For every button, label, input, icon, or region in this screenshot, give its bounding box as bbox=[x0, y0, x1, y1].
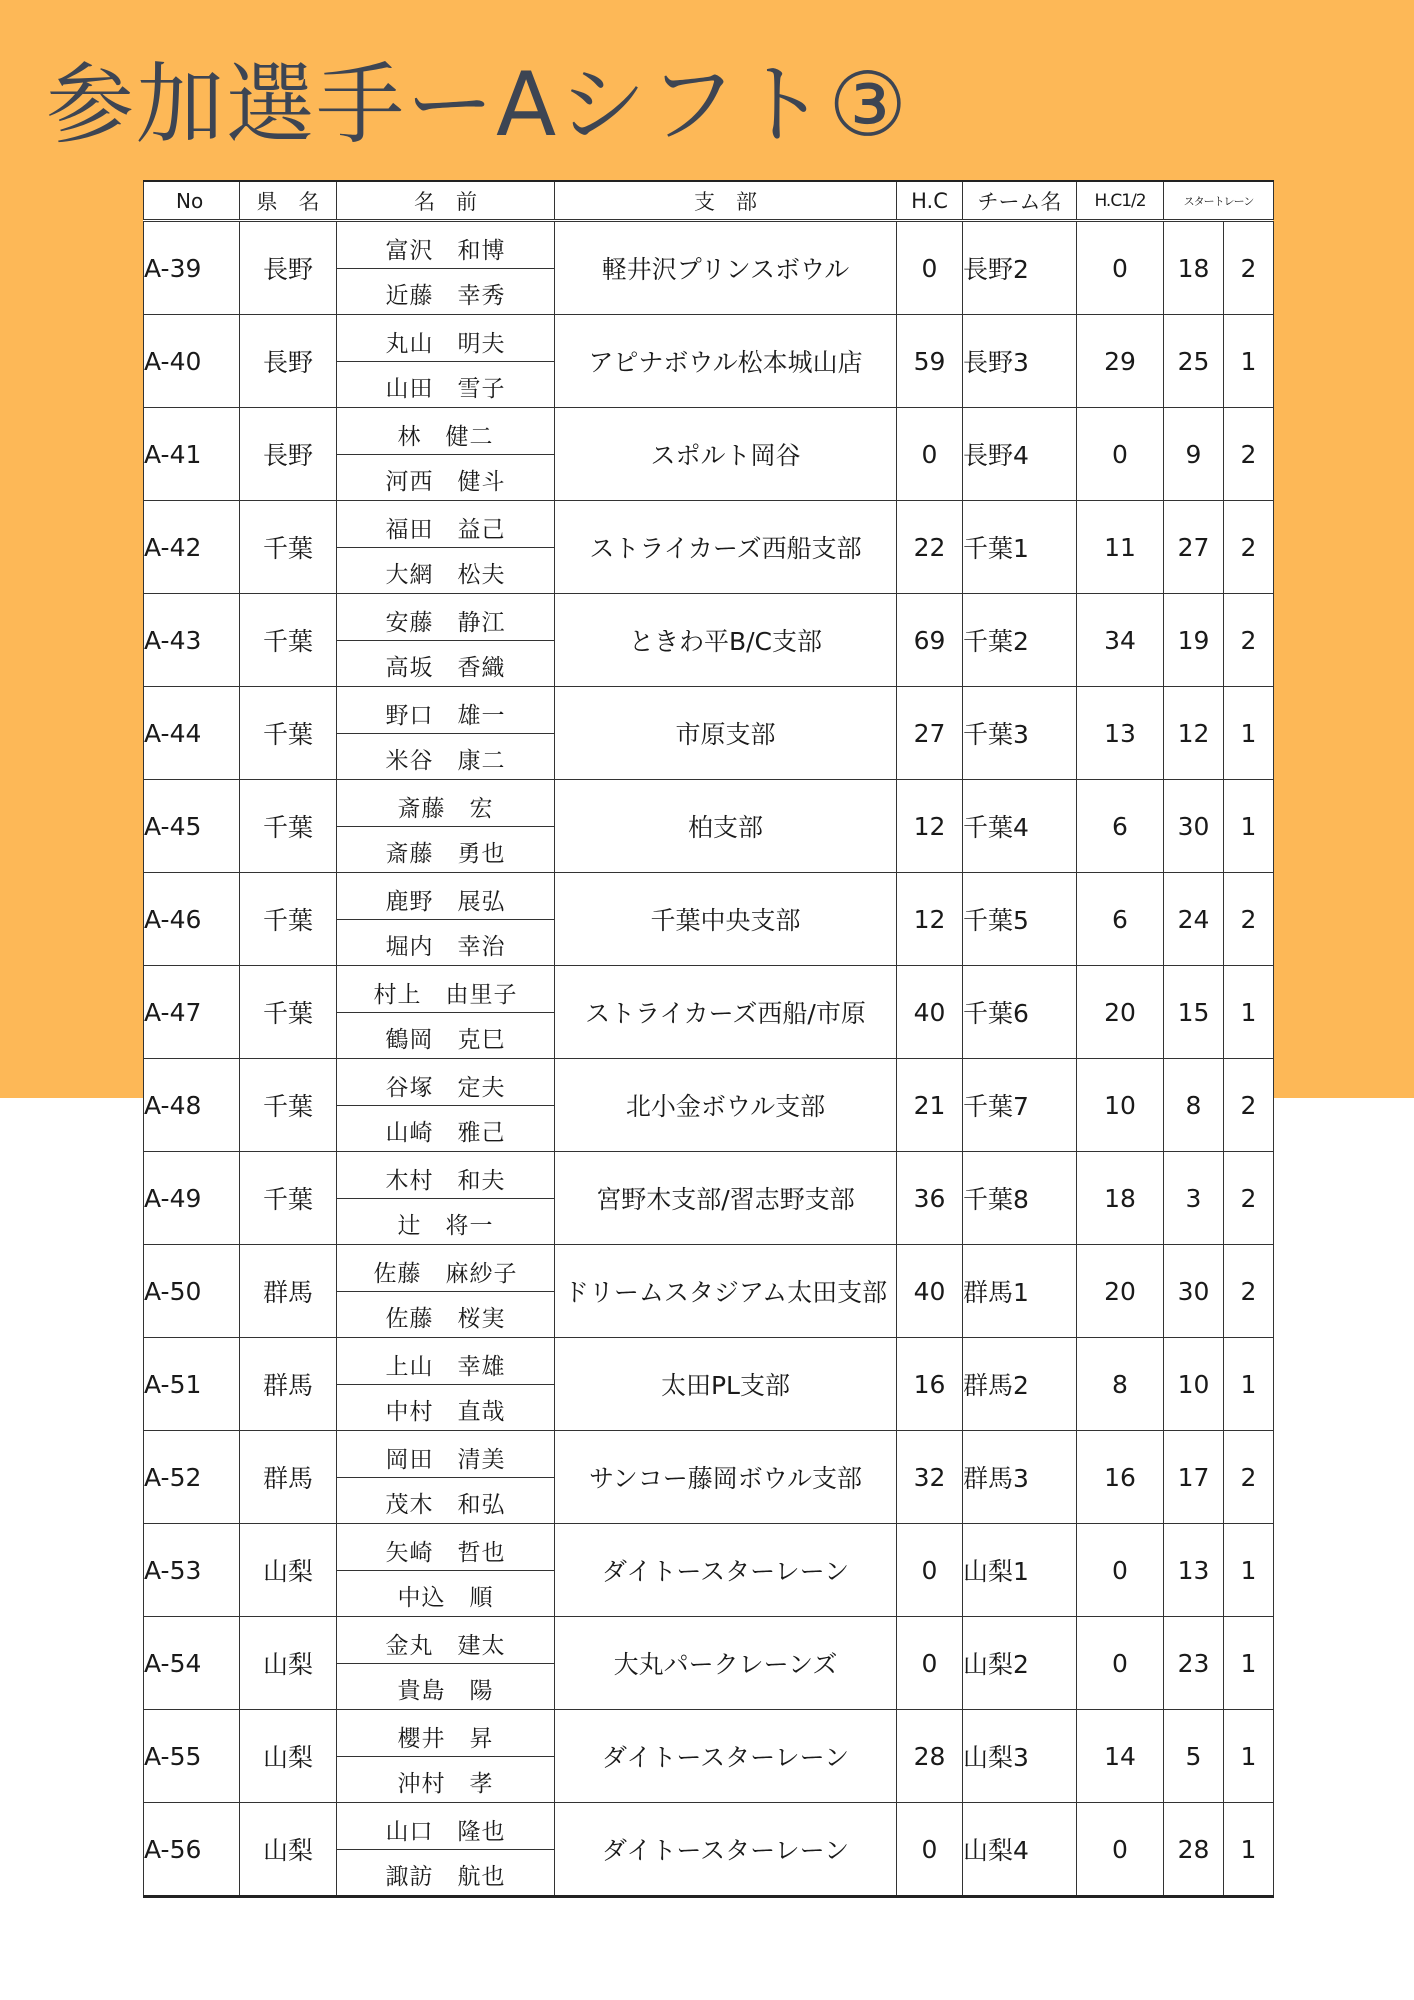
start-lane: 30 bbox=[1164, 1245, 1224, 1338]
handicap: 40 bbox=[897, 1245, 963, 1338]
prefecture: 千葉 bbox=[240, 594, 337, 687]
start-lane: 17 bbox=[1164, 1431, 1224, 1524]
name-divider bbox=[337, 361, 554, 362]
entry-number: A-39 bbox=[144, 221, 240, 315]
player-1-name: 鹿野 展弘 bbox=[385, 889, 506, 915]
table-row bbox=[144, 966, 1274, 1059]
player-names bbox=[337, 1803, 555, 1897]
handicap: 0 bbox=[897, 1524, 963, 1617]
entry-number: A-42 bbox=[144, 501, 240, 594]
team-name: 千葉3 bbox=[963, 687, 1077, 780]
prefecture: 群馬 bbox=[240, 1431, 337, 1524]
player-names bbox=[337, 1059, 555, 1152]
player-names bbox=[337, 687, 555, 780]
player-1-name: 福田 益己 bbox=[385, 517, 506, 543]
prefecture: 千葉 bbox=[240, 966, 337, 1059]
entry-number: A-45 bbox=[144, 780, 240, 873]
handicap: 12 bbox=[897, 780, 963, 873]
team-name: 群馬1 bbox=[963, 1245, 1077, 1338]
branch: ストライカーズ西船支部 bbox=[555, 501, 897, 594]
player-names bbox=[337, 1710, 555, 1803]
player-names bbox=[337, 1431, 555, 1524]
start-lane-slot: 2 bbox=[1224, 873, 1274, 966]
header-hc-half: H.C1/2 bbox=[1077, 181, 1164, 221]
entry-number: A-53 bbox=[144, 1524, 240, 1617]
name-divider bbox=[337, 268, 554, 269]
handicap-half: 20 bbox=[1077, 966, 1164, 1059]
table-row bbox=[144, 1617, 1274, 1710]
entry-number: A-47 bbox=[144, 966, 240, 1059]
player-names bbox=[337, 1524, 555, 1617]
handicap-half: 16 bbox=[1077, 1431, 1164, 1524]
start-lane-slot: 2 bbox=[1224, 408, 1274, 501]
team-name: 山梨4 bbox=[963, 1803, 1077, 1897]
player-names bbox=[337, 315, 555, 408]
player-1-name: 丸山 明夫 bbox=[385, 331, 506, 357]
prefecture: 山梨 bbox=[240, 1524, 337, 1617]
name-divider bbox=[337, 1849, 554, 1850]
start-lane: 27 bbox=[1164, 501, 1224, 594]
header-hc: H.C bbox=[897, 181, 963, 221]
entry-number: A-51 bbox=[144, 1338, 240, 1431]
handicap: 40 bbox=[897, 966, 963, 1059]
handicap-half: 11 bbox=[1077, 501, 1164, 594]
prefecture: 千葉 bbox=[240, 1152, 337, 1245]
table-row bbox=[144, 221, 1274, 315]
name-divider bbox=[337, 919, 554, 920]
table-row bbox=[144, 1152, 1274, 1245]
team-name: 山梨3 bbox=[963, 1710, 1077, 1803]
player-1-name: 山口 隆也 bbox=[385, 1819, 506, 1845]
header-row bbox=[144, 181, 1274, 221]
start-lane-slot: 1 bbox=[1224, 1617, 1274, 1710]
start-lane: 18 bbox=[1164, 221, 1224, 315]
prefecture: 群馬 bbox=[240, 1338, 337, 1431]
player-names bbox=[337, 873, 555, 966]
table-row bbox=[144, 687, 1274, 780]
player-names bbox=[337, 408, 555, 501]
entry-number: A-54 bbox=[144, 1617, 240, 1710]
entry-number: A-50 bbox=[144, 1245, 240, 1338]
handicap: 28 bbox=[897, 1710, 963, 1803]
player-2-name: 茂木 和弘 bbox=[385, 1492, 506, 1518]
handicap-half: 0 bbox=[1077, 1617, 1164, 1710]
player-1-name: 岡田 清美 bbox=[385, 1447, 506, 1473]
team-name: 千葉6 bbox=[963, 966, 1077, 1059]
name-divider bbox=[337, 547, 554, 548]
handicap-half: 18 bbox=[1077, 1152, 1164, 1245]
player-2-name: 堀内 幸治 bbox=[385, 934, 506, 960]
handicap: 59 bbox=[897, 315, 963, 408]
entry-number: A-49 bbox=[144, 1152, 240, 1245]
handicap: 0 bbox=[897, 221, 963, 315]
start-lane: 25 bbox=[1164, 315, 1224, 408]
header-prefecture: 県 名 bbox=[240, 181, 337, 221]
team-name: 千葉5 bbox=[963, 873, 1077, 966]
player-2-name: 山崎 雅己 bbox=[385, 1120, 506, 1146]
start-lane: 24 bbox=[1164, 873, 1224, 966]
name-divider bbox=[337, 1570, 554, 1571]
prefecture: 山梨 bbox=[240, 1710, 337, 1803]
player-2-name: 河西 健斗 bbox=[385, 469, 506, 495]
start-lane-slot: 1 bbox=[1224, 1710, 1274, 1803]
header-start-lane: スタートレーン bbox=[1164, 181, 1274, 221]
handicap-half: 20 bbox=[1077, 1245, 1164, 1338]
start-lane-slot: 2 bbox=[1224, 501, 1274, 594]
name-divider bbox=[337, 1291, 554, 1292]
start-lane: 12 bbox=[1164, 687, 1224, 780]
team-name: 長野4 bbox=[963, 408, 1077, 501]
prefecture: 千葉 bbox=[240, 687, 337, 780]
team-name: 山梨1 bbox=[963, 1524, 1077, 1617]
name-divider bbox=[337, 1384, 554, 1385]
player-1-name: 谷塚 定夫 bbox=[385, 1075, 506, 1101]
table-row bbox=[144, 1338, 1274, 1431]
branch: サンコー藤岡ボウル支部 bbox=[555, 1431, 897, 1524]
handicap-half: 6 bbox=[1077, 873, 1164, 966]
player-names bbox=[337, 1152, 555, 1245]
start-lane: 5 bbox=[1164, 1710, 1224, 1803]
team-name: 群馬2 bbox=[963, 1338, 1077, 1431]
start-lane-slot: 2 bbox=[1224, 221, 1274, 315]
branch: 太田PL支部 bbox=[555, 1338, 897, 1431]
player-1-name: 櫻井 昇 bbox=[397, 1726, 494, 1752]
team-name: 千葉1 bbox=[963, 501, 1077, 594]
table-row bbox=[144, 873, 1274, 966]
start-lane-slot: 1 bbox=[1224, 315, 1274, 408]
table-row bbox=[144, 315, 1274, 408]
start-lane-slot: 2 bbox=[1224, 1245, 1274, 1338]
player-2-name: 山田 雪子 bbox=[385, 376, 506, 402]
entry-number: A-44 bbox=[144, 687, 240, 780]
entry-number: A-56 bbox=[144, 1803, 240, 1897]
player-names bbox=[337, 594, 555, 687]
branch: 北小金ボウル支部 bbox=[555, 1059, 897, 1152]
handicap: 69 bbox=[897, 594, 963, 687]
name-divider bbox=[337, 640, 554, 641]
handicap-half: 13 bbox=[1077, 687, 1164, 780]
table-row bbox=[144, 1710, 1274, 1803]
start-lane-slot: 1 bbox=[1224, 966, 1274, 1059]
branch: ドリームスタジアム太田支部 bbox=[555, 1245, 897, 1338]
prefecture: 千葉 bbox=[240, 873, 337, 966]
player-2-name: 佐藤 桜実 bbox=[385, 1306, 506, 1332]
player-1-name: 木村 和夫 bbox=[385, 1168, 506, 1194]
branch: アピナボウル松本城山店 bbox=[555, 315, 897, 408]
start-lane: 30 bbox=[1164, 780, 1224, 873]
name-divider bbox=[337, 1756, 554, 1757]
start-lane-slot: 1 bbox=[1224, 1338, 1274, 1431]
branch: 宮野木支部/習志野支部 bbox=[555, 1152, 897, 1245]
branch: 千葉中央支部 bbox=[555, 873, 897, 966]
name-divider bbox=[337, 1105, 554, 1106]
player-1-name: 富沢 和博 bbox=[385, 238, 506, 264]
branch: ストライカーズ西船/市原 bbox=[555, 966, 897, 1059]
table-body bbox=[144, 221, 1274, 1897]
name-divider bbox=[337, 733, 554, 734]
start-lane: 28 bbox=[1164, 1803, 1224, 1897]
branch: 柏支部 bbox=[555, 780, 897, 873]
roster-sheet bbox=[143, 180, 1273, 1898]
handicap: 36 bbox=[897, 1152, 963, 1245]
handicap: 21 bbox=[897, 1059, 963, 1152]
prefecture: 群馬 bbox=[240, 1245, 337, 1338]
team-name: 長野3 bbox=[963, 315, 1077, 408]
handicap: 0 bbox=[897, 1617, 963, 1710]
prefecture: 千葉 bbox=[240, 501, 337, 594]
branch: ダイトースターレーン bbox=[555, 1710, 897, 1803]
table-row bbox=[144, 780, 1274, 873]
entry-number: A-40 bbox=[144, 315, 240, 408]
table-row bbox=[144, 1059, 1274, 1152]
header-team: チーム名 bbox=[963, 181, 1077, 221]
branch: ときわ平B/C支部 bbox=[555, 594, 897, 687]
participants-table bbox=[143, 180, 1274, 1898]
header-names: 名 前 bbox=[337, 181, 555, 221]
prefecture: 長野 bbox=[240, 221, 337, 315]
page-title: 参加選手ーAシフト③ bbox=[46, 53, 910, 156]
table-row bbox=[144, 1245, 1274, 1338]
table-row bbox=[144, 408, 1274, 501]
handicap-half: 10 bbox=[1077, 1059, 1164, 1152]
table-row bbox=[144, 1803, 1274, 1897]
entry-number: A-41 bbox=[144, 408, 240, 501]
player-1-name: 安藤 静江 bbox=[385, 610, 506, 636]
player-1-name: 村上 由里子 bbox=[373, 982, 518, 1008]
player-2-name: 辻 将一 bbox=[397, 1213, 494, 1239]
player-2-name: 沖村 孝 bbox=[397, 1771, 494, 1797]
start-lane: 10 bbox=[1164, 1338, 1224, 1431]
player-2-name: 諏訪 航也 bbox=[385, 1864, 506, 1890]
team-name: 群馬3 bbox=[963, 1431, 1077, 1524]
player-1-name: 上山 幸雄 bbox=[385, 1354, 506, 1380]
start-lane-slot: 2 bbox=[1224, 1152, 1274, 1245]
handicap: 0 bbox=[897, 1803, 963, 1897]
table-row bbox=[144, 1431, 1274, 1524]
handicap-half: 0 bbox=[1077, 1803, 1164, 1897]
handicap-half: 29 bbox=[1077, 315, 1164, 408]
start-lane: 8 bbox=[1164, 1059, 1224, 1152]
handicap: 12 bbox=[897, 873, 963, 966]
start-lane-slot: 2 bbox=[1224, 594, 1274, 687]
team-name: 千葉2 bbox=[963, 594, 1077, 687]
handicap-half: 0 bbox=[1077, 408, 1164, 501]
handicap-half: 0 bbox=[1077, 221, 1164, 315]
header-no: No bbox=[144, 181, 240, 221]
team-name: 千葉7 bbox=[963, 1059, 1077, 1152]
branch: 軽井沢プリンスボウル bbox=[555, 221, 897, 315]
start-lane-slot: 1 bbox=[1224, 780, 1274, 873]
prefecture: 山梨 bbox=[240, 1617, 337, 1710]
player-1-name: 金丸 建太 bbox=[385, 1633, 506, 1659]
start-lane: 9 bbox=[1164, 408, 1224, 501]
player-names bbox=[337, 966, 555, 1059]
prefecture: 長野 bbox=[240, 315, 337, 408]
table-row bbox=[144, 501, 1274, 594]
table-row bbox=[144, 594, 1274, 687]
name-divider bbox=[337, 454, 554, 455]
start-lane: 3 bbox=[1164, 1152, 1224, 1245]
player-2-name: 鶴岡 克巳 bbox=[385, 1027, 506, 1053]
player-2-name: 中込 順 bbox=[397, 1585, 494, 1611]
branch: 市原支部 bbox=[555, 687, 897, 780]
handicap-half: 14 bbox=[1077, 1710, 1164, 1803]
name-divider bbox=[337, 1012, 554, 1013]
name-divider bbox=[337, 1477, 554, 1478]
branch: スポルト岡谷 bbox=[555, 408, 897, 501]
handicap-half: 0 bbox=[1077, 1524, 1164, 1617]
team-name: 千葉4 bbox=[963, 780, 1077, 873]
handicap-half: 6 bbox=[1077, 780, 1164, 873]
entry-number: A-48 bbox=[144, 1059, 240, 1152]
handicap: 22 bbox=[897, 501, 963, 594]
entry-number: A-46 bbox=[144, 873, 240, 966]
entry-number: A-52 bbox=[144, 1431, 240, 1524]
entry-number: A-43 bbox=[144, 594, 240, 687]
player-names bbox=[337, 501, 555, 594]
player-1-name: 斎藤 宏 bbox=[397, 796, 494, 822]
player-names bbox=[337, 780, 555, 873]
branch: ダイトースターレーン bbox=[555, 1803, 897, 1897]
entry-number: A-55 bbox=[144, 1710, 240, 1803]
team-name: 山梨2 bbox=[963, 1617, 1077, 1710]
start-lane: 13 bbox=[1164, 1524, 1224, 1617]
start-lane: 19 bbox=[1164, 594, 1224, 687]
handicap-half: 8 bbox=[1077, 1338, 1164, 1431]
start-lane-slot: 2 bbox=[1224, 1059, 1274, 1152]
start-lane-slot: 1 bbox=[1224, 687, 1274, 780]
start-lane-slot: 1 bbox=[1224, 1524, 1274, 1617]
player-2-name: 近藤 幸秀 bbox=[385, 283, 506, 309]
start-lane: 15 bbox=[1164, 966, 1224, 1059]
player-2-name: 米谷 康二 bbox=[385, 748, 506, 774]
handicap: 32 bbox=[897, 1431, 963, 1524]
start-lane-slot: 2 bbox=[1224, 1431, 1274, 1524]
team-name: 千葉8 bbox=[963, 1152, 1077, 1245]
handicap-half: 34 bbox=[1077, 594, 1164, 687]
player-2-name: 高坂 香織 bbox=[385, 655, 506, 681]
prefecture: 千葉 bbox=[240, 780, 337, 873]
name-divider bbox=[337, 1198, 554, 1199]
prefecture: 長野 bbox=[240, 408, 337, 501]
player-1-name: 矢崎 哲也 bbox=[385, 1540, 506, 1566]
player-1-name: 林 健二 bbox=[397, 424, 494, 450]
player-2-name: 斎藤 勇也 bbox=[385, 841, 506, 867]
table-row bbox=[144, 1524, 1274, 1617]
player-2-name: 大網 松夫 bbox=[385, 562, 506, 588]
prefecture: 山梨 bbox=[240, 1803, 337, 1897]
player-names bbox=[337, 221, 555, 315]
handicap: 0 bbox=[897, 408, 963, 501]
handicap: 27 bbox=[897, 687, 963, 780]
start-lane-slot: 1 bbox=[1224, 1803, 1274, 1897]
player-names bbox=[337, 1245, 555, 1338]
player-2-name: 中村 直哉 bbox=[385, 1399, 506, 1425]
prefecture: 千葉 bbox=[240, 1059, 337, 1152]
player-names bbox=[337, 1338, 555, 1431]
name-divider bbox=[337, 826, 554, 827]
player-2-name: 貴島 陽 bbox=[397, 1678, 494, 1704]
branch: 大丸パークレーンズ bbox=[555, 1617, 897, 1710]
player-names bbox=[337, 1617, 555, 1710]
branch: ダイトースターレーン bbox=[555, 1524, 897, 1617]
player-1-name: 佐藤 麻紗子 bbox=[373, 1261, 518, 1287]
name-divider bbox=[337, 1663, 554, 1664]
player-1-name: 野口 雄一 bbox=[385, 703, 506, 729]
header-branch: 支 部 bbox=[555, 181, 897, 221]
start-lane: 23 bbox=[1164, 1617, 1224, 1710]
team-name: 長野2 bbox=[963, 221, 1077, 315]
handicap: 16 bbox=[897, 1338, 963, 1431]
